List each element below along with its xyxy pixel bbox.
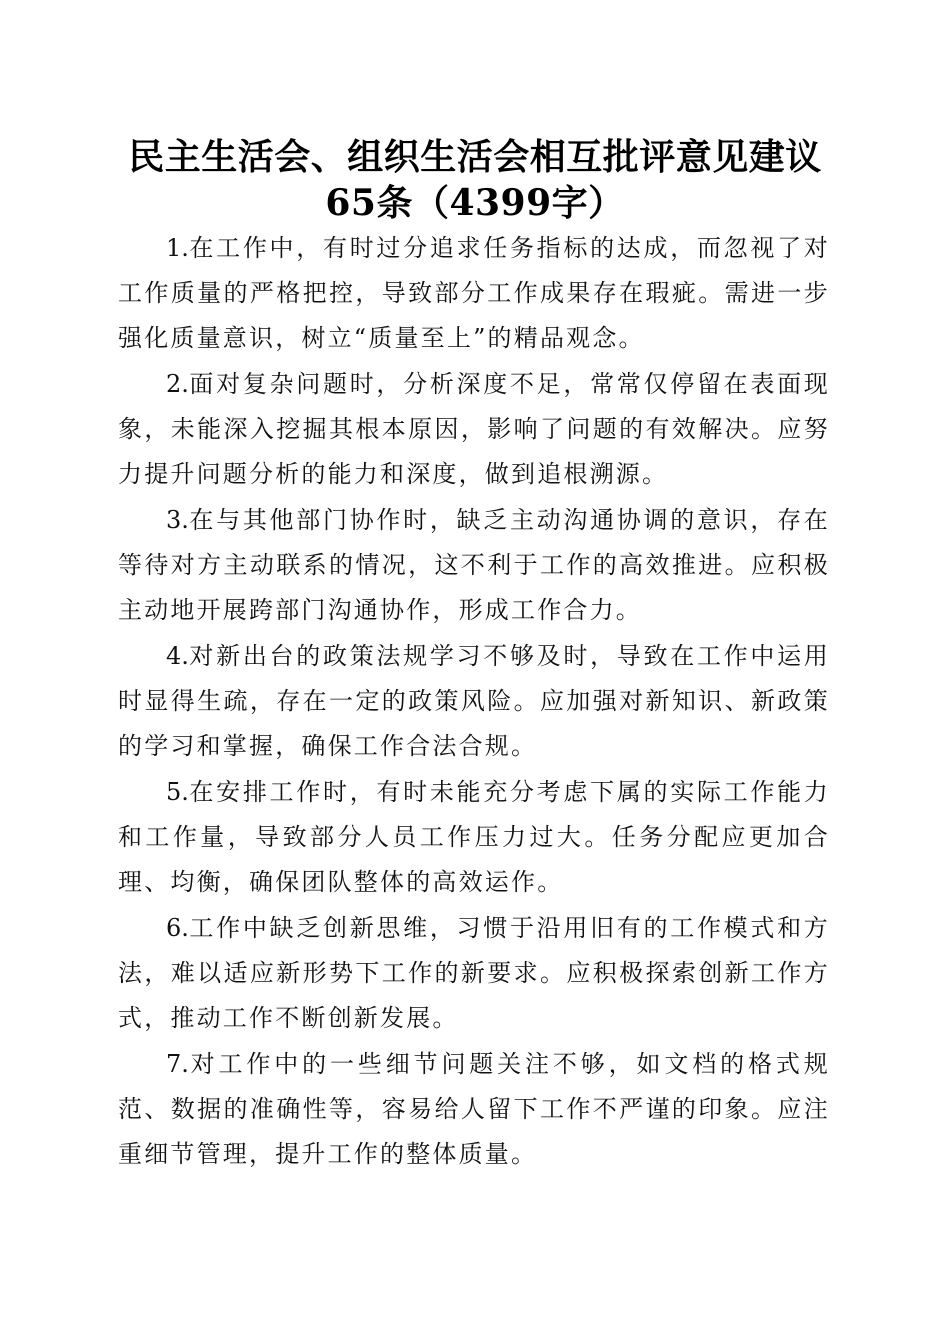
item-text: 对新出台的政策法规学习不够及时，导致在工作中运用时显得生疏，存在一定的政策风险。应加强对新知识、新政策的学习和掌握，确保工作合法合规。: [118, 642, 830, 760]
list-item: [118, 226, 830, 361]
item-number: 4.: [166, 642, 189, 670]
list-item: [118, 498, 830, 633]
list-item: [118, 634, 830, 769]
item-text: 面对复杂问题时，分析深度不足，常常仅停留在表面现象，未能深入挖掘其根本原因，影响了问题的有效解决。应努力提升问题分析的能力和深度，做到追根溯源。: [118, 370, 830, 488]
item-text: 在安排工作时，有时未能充分考虑下属的实际工作能力和工作量，导致部分人员工作压力过大。任务分配应更加合理、均衡，确保团队整体的高效运作。: [118, 778, 830, 896]
list-item: [118, 362, 830, 497]
item-number: 1.: [166, 234, 189, 262]
list-item: [118, 906, 830, 1041]
item-text: 在与其他部门协作时，缺乏主动沟通协调的意识，存在等待对方主动联系的情况，这不利于工作的高效推进。应积极主动地开展跨部门沟通协作，形成工作合力。: [118, 506, 830, 624]
list-item: [118, 770, 830, 905]
document-title-line-1: 民主生活会、组织生活会相互批评意见建议: [128, 136, 822, 178]
item-text: 在工作中，有时过分追求任务指标的达成，而忽视了对工作质量的严格把控，导致部分工作成果存在瑕疵。需进一步强化质量意识，树立“质量至上”的精品观念。: [118, 234, 830, 352]
item-number: 5.: [166, 778, 189, 806]
document-title-line-2: 65条（4399字）: [325, 182, 625, 224]
item-number: 7.: [166, 1050, 189, 1078]
item-number: 2.: [166, 370, 189, 398]
list-item: [118, 1042, 830, 1177]
item-number: 6.: [166, 914, 189, 942]
item-text: 工作中缺乏创新思维，习惯于沿用旧有的工作模式和方法，难以适应新形势下工作的新要求。应积极探索创新工作方式，推动工作不断创新发展。: [118, 914, 830, 1032]
document-title: [0, 134, 950, 226]
item-text: 对工作中的一些细节问题关注不够，如文档的格式规范、数据的准确性等，容易给人留下工作不严谨的印象。应注重细节管理，提升工作的整体质量。: [118, 1050, 830, 1168]
item-number: 3.: [166, 506, 189, 534]
document-body: [118, 226, 830, 1178]
